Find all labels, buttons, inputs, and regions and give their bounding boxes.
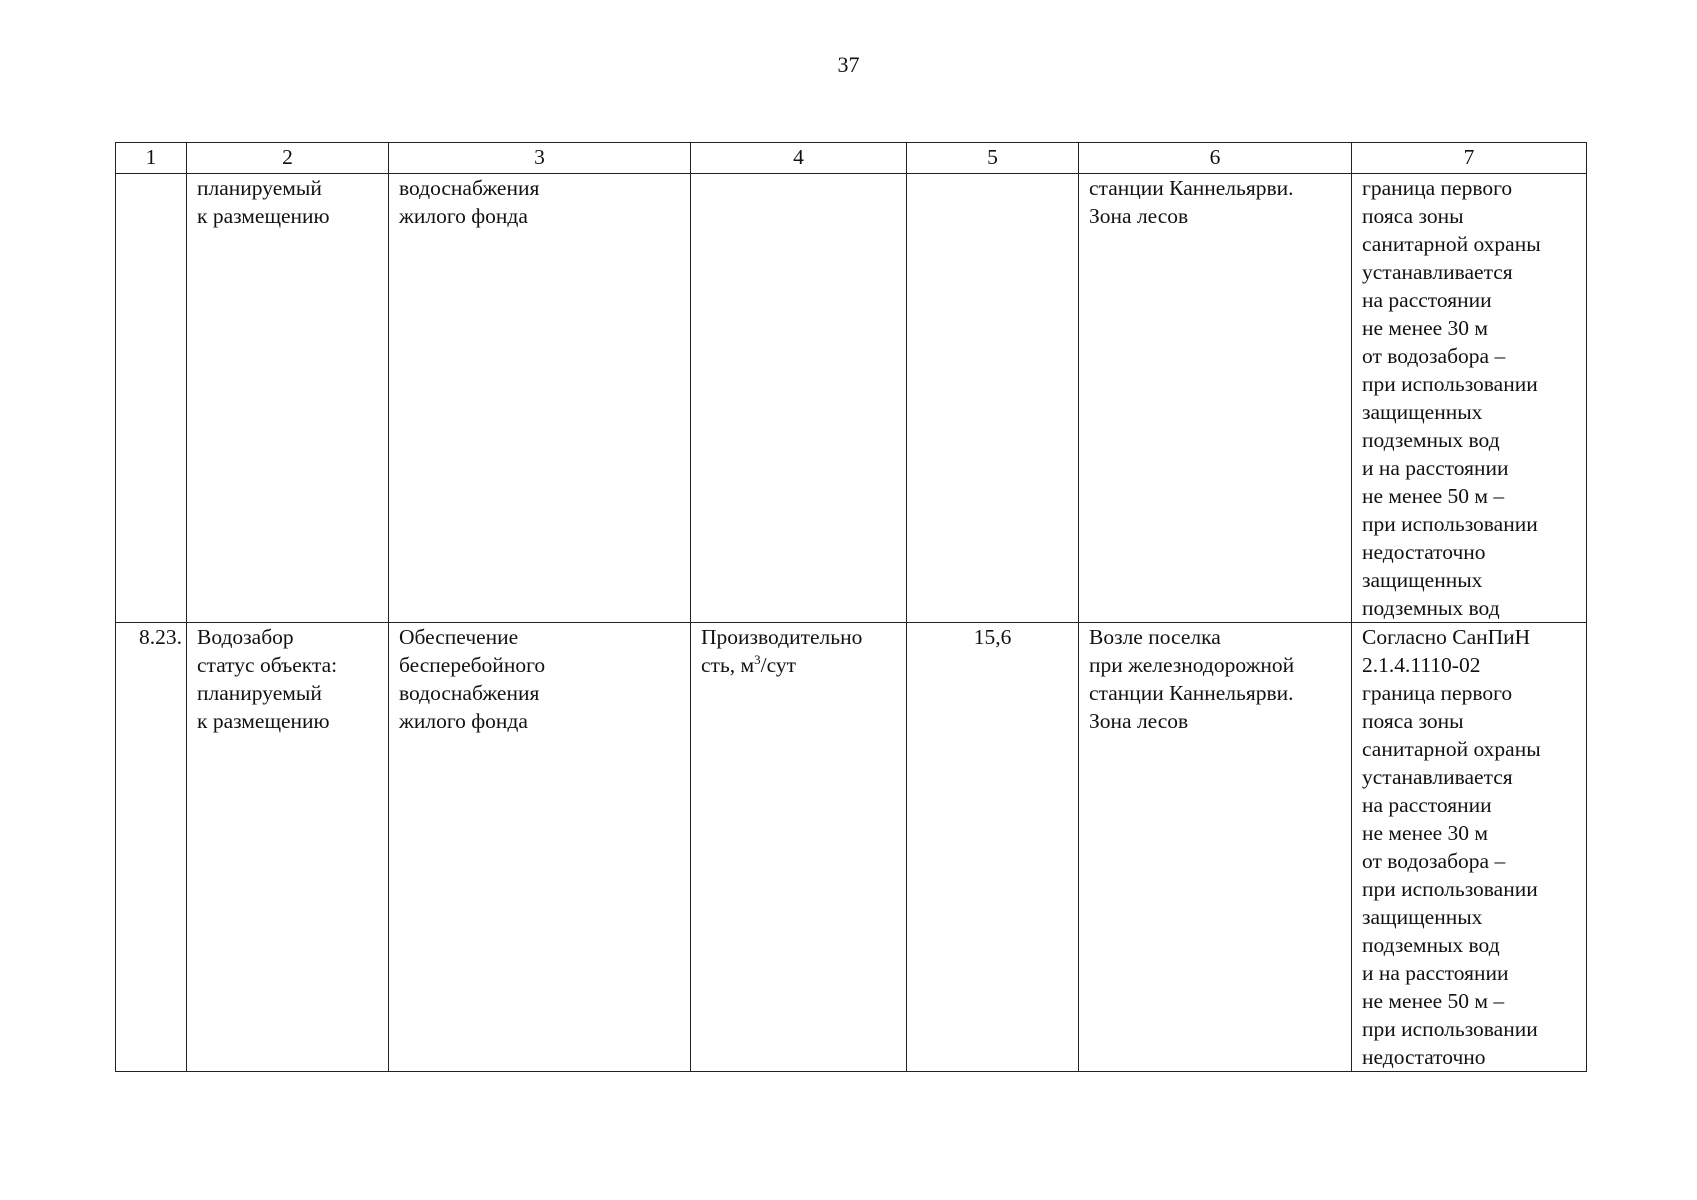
table-row-8-23	[116, 623, 1587, 1072]
zone-line: при использовании	[1362, 877, 1538, 901]
column-number-5: 5	[907, 143, 1079, 174]
location-cell	[1079, 174, 1352, 623]
zone-line: при использовании	[1362, 512, 1538, 536]
zone-line: не менее 30 м	[1362, 821, 1489, 845]
zone-line: недостаточно	[1362, 1045, 1486, 1069]
column-number-3: 3	[389, 143, 691, 174]
purpose-cell	[389, 623, 691, 1072]
characteristic-cell	[691, 174, 907, 623]
zone-line: 2.1.4.1110-02	[1362, 653, 1481, 677]
row-number-cell: 8.23.	[116, 623, 187, 1072]
row-number-cell	[116, 174, 187, 623]
location-line: Возле поселка	[1089, 625, 1221, 649]
purpose-line: жилого фонда	[399, 204, 528, 228]
zone-line: подземных вод	[1362, 428, 1500, 452]
zone-cell	[1352, 623, 1587, 1072]
purpose-cell	[389, 174, 691, 623]
zone-line: подземных вод	[1362, 596, 1500, 620]
location-line: при железнодорожной	[1089, 653, 1295, 677]
purpose-line: водоснабжения	[399, 681, 540, 705]
zone-line: защищенных	[1362, 568, 1483, 592]
zone-line: на расстоянии	[1362, 793, 1492, 817]
zone-line: и на расстоянии	[1362, 961, 1509, 985]
zone-line: не менее 30 м	[1362, 316, 1489, 340]
zone-line: подземных вод	[1362, 933, 1500, 957]
column-numbers-row	[116, 143, 1587, 174]
object-cell	[187, 623, 389, 1072]
characteristic-unit-post: /сут	[760, 653, 796, 677]
location-cell	[1079, 623, 1352, 1072]
object-line: к размещению	[197, 709, 330, 733]
object-line: планируемый	[197, 681, 322, 705]
zone-line: не менее 50 м –	[1362, 484, 1505, 508]
zone-line: Согласно СанПиН	[1362, 625, 1531, 649]
zone-line: граница первого	[1362, 681, 1513, 705]
value-cell	[907, 174, 1079, 623]
zone-line: санитарной охраны	[1362, 232, 1541, 256]
objects-table	[115, 142, 1587, 1072]
object-line: планируемый	[197, 176, 322, 200]
object-line: Водозабор	[197, 625, 294, 649]
column-number-6: 6	[1079, 143, 1352, 174]
column-number-1: 1	[116, 143, 187, 174]
zone-line: не менее 50 м –	[1362, 989, 1505, 1013]
object-line: к размещению	[197, 204, 330, 228]
characteristic-unit-pre: сть, м	[701, 653, 755, 677]
zone-cell	[1352, 174, 1587, 623]
zone-line: и на расстоянии	[1362, 456, 1509, 480]
zone-line: при использовании	[1362, 1017, 1538, 1041]
characteristic-line	[701, 651, 896, 679]
zone-line: устанавливается	[1362, 260, 1513, 284]
value-cell: 15,6	[907, 623, 1079, 1072]
zone-line: при использовании	[1362, 372, 1538, 396]
purpose-line: бесперебойного	[399, 653, 546, 677]
location-line: станции Каннельярви.	[1089, 681, 1294, 705]
column-number-4: 4	[691, 143, 907, 174]
purpose-line: жилого фонда	[399, 709, 528, 733]
zone-line: пояса зоны	[1362, 709, 1464, 733]
column-number-2: 2	[187, 143, 389, 174]
column-number-7: 7	[1352, 143, 1587, 174]
zone-line: защищенных	[1362, 905, 1483, 929]
zone-line: устанавливается	[1362, 765, 1513, 789]
purpose-line: водоснабжения	[399, 176, 540, 200]
purpose-line: Обеспечение	[399, 625, 519, 649]
zone-line: от водозабора –	[1362, 344, 1506, 368]
page-number: 37	[837, 52, 860, 77]
object-line: статус объекта:	[197, 653, 338, 677]
zone-line: на расстоянии	[1362, 288, 1492, 312]
zone-line: защищенных	[1362, 400, 1483, 424]
zone-line: санитарной охраны	[1362, 737, 1541, 761]
zone-line: граница первого	[1362, 176, 1513, 200]
characteristic-cell	[691, 623, 907, 1072]
location-line: Зона лесов	[1089, 709, 1189, 733]
zone-line: недостаточно	[1362, 540, 1486, 564]
characteristic-line: Производительно	[701, 625, 863, 649]
location-line: Зона лесов	[1089, 204, 1189, 228]
location-line: станции Каннельярви.	[1089, 176, 1294, 200]
characteristic-unit-superscript: 3	[754, 652, 761, 667]
table-row-continued	[116, 174, 1587, 623]
zone-line: от водозабора –	[1362, 849, 1506, 873]
zone-line: пояса зоны	[1362, 204, 1464, 228]
object-cell	[187, 174, 389, 623]
